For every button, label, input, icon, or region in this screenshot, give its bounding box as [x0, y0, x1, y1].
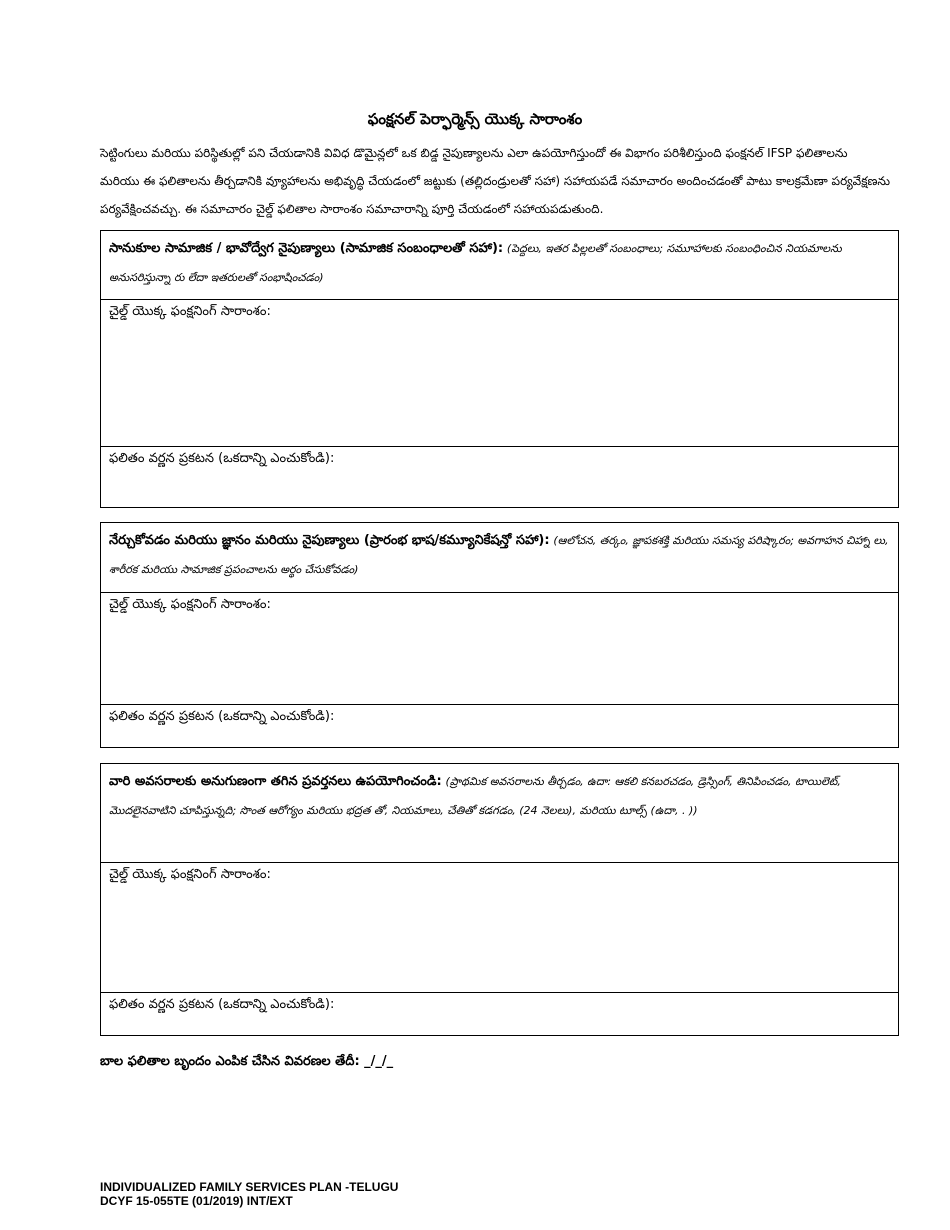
outcome-label: ఫలితం వర్ణన ప్రకటన (ఒకదాన్ని ఎంచుకోండి): [109, 709, 335, 724]
summary-label: చైల్డ్ యొక్క ఫంక్షనింగ్ సారాంశం: [109, 867, 271, 882]
outcome-descriptor-field[interactable] [101, 993, 898, 1035]
section-social-emotional [100, 230, 899, 508]
section-appropriate-behaviors [100, 763, 899, 1036]
form-footer [100, 1180, 398, 1208]
section-header [101, 523, 898, 593]
outcome-label: ఫలితం వర్ణన ప్రకటన (ఒకదాన్ని ఎంచుకోండి): [109, 451, 335, 466]
outcome-descriptor-field[interactable] [101, 705, 898, 747]
child-functioning-summary-field[interactable] [101, 863, 898, 993]
summary-label: చైల్డ్ యొక్క ఫంక్షనింగ్ సారాంశం: [109, 304, 271, 319]
summary-label: చైల్డ్ యొక్క ఫంక్షనింగ్ సారాంశం: [109, 597, 271, 612]
section-heading: నేర్చుకోవడం మరియు జ్ఞానం మరియు నైపుణ్యాలు (ప్రారంభ భాష/కమ్యూనికేషన్తో సహా): [109, 533, 550, 548]
section-description: (ఆలోచన, తర్కం, జ్ఞాపకశక్తి మరియు సమస్య పరిష్కారం; అవగాహన చిహ్నా లు, శారీరక మరియు సామాజిక ప్రపంచాలను అర్థం చేసుకోవడం) [109, 534, 889, 576]
page-title: ఫంక్షనల్ పెర్ఫార్మెన్స్ యొక్క సారాంశం [367, 110, 583, 128]
footer-form-title: INDIVIDUALIZED FAMILY SERVICES PLAN -TELUGU [100, 1180, 399, 1194]
section-heading: వారి అవసరాలకు అనుగుణంగా తగిన ప్రవర్తనలు ఉపయోగించండి: [109, 774, 442, 789]
footer-form-number: DCYF 15-055TE (01/2019) INT/EXT [100, 1194, 293, 1208]
child-functioning-summary-field[interactable] [101, 300, 898, 447]
review-date-field[interactable]: బాల ఫలితాల బృందం ఎంపిక చేసిన వివరణల తేదీ: _/_/_ [100, 1054, 394, 1069]
section-description: (పెద్దలు, ఇతర పిల్లలతో సంబంధాలు; సమూహాలకు సంబంధించిన నియమాలను అనుసరిస్తున్నా రు లేదా ఇతరులతో సంభాషించడం) [109, 242, 842, 284]
intro-paragraph: సెట్టింగులు మరియు పరిస్థితుల్లో పని చేయడానికి వివిధ డొమైన్లలో ఒక బిడ్డ నైపుణ్యాలను ఎలా ఉపయోగిస్తుందో ఈ విభాగం పరిశీలిస్తుంది ఫంక్షనల్ IFSP ఫలితాలను మరియు ఈ ఫలితాలను తీర్చడానికి వ్యూహాలను అభివృద్ధి చేయడంలో జట్టుకు (తల్లిదండ్రులతో సహా) సహాయపడే సమాచారం అందించడంతో పాటు కాలక్రమేణా పర్యవేక్షణను పర్యవేక్షించవచ్చు. ఈ సమాచారం చైల్డ్ ఫలితాల సారాంశం సమాచారాన్ని పూర్తి చేయడంలో సహాయపడుతుంది. [100, 146, 890, 216]
child-functioning-summary-field[interactable] [101, 593, 898, 705]
section-header [101, 764, 898, 863]
outcome-label: ఫలితం వర్ణన ప్రకటన (ఒకదాన్ని ఎంచుకోండి): [109, 997, 335, 1012]
section-description: (ప్రాథమిక అవసరాలను తీర్చడం, ఉదా: ఆకలి కనబరచడం, డ్రెస్సింగ్, తినిపించడం, టాయిలెట్, మొదలైనవాటిని చూపిస్తున్నది; సొంత ఆరోగ్యం మరియు భద్రత తో, నియమాలు, చేతితో కడగడం, (24 నెలలు), మరియు టూల్స్ (ఉదా, . )) [109, 775, 841, 817]
outcome-descriptor-field[interactable] [101, 447, 898, 507]
section-knowledge-skills [100, 522, 899, 748]
section-heading: సానుకూల సామాజిక / భావోద్వేగ నైపుణ్యాలు (సామాజిక సంబంధాలతో సహా): [109, 241, 504, 256]
section-header [101, 231, 898, 300]
